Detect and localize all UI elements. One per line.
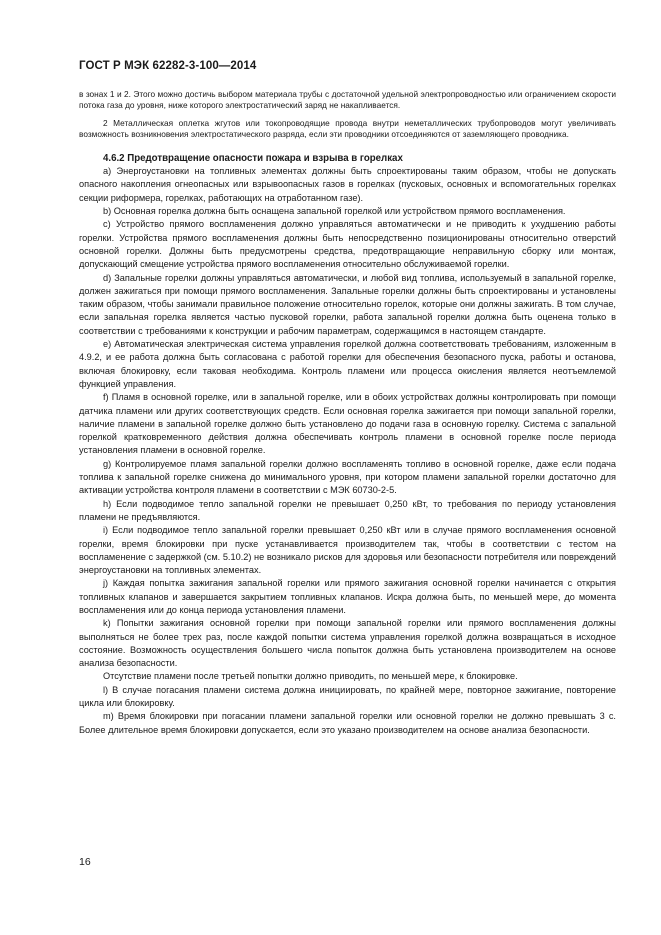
note-2: 2 Металлическая оплетка жгутов или токопроводящие провода внутри неметаллических трубопроводов могут увеличивать возможность возникновения электростатического разряда, если эти проводники отсоединяются от заземляющего проводника. [79,117,616,139]
page-body [79,89,616,737]
note-continuation: в зонах 1 и 2. Этого можно достичь выбором материала трубы с достаточной удельной электропроводностью или ограничением скорости потока газа до уровня, ниже которого электростатический заряд не накапливается. [79,89,616,111]
page-number: 16 [79,856,91,868]
paragraph-f: f) Пламя в основной горелке, или в запальной горелке, или в обоих устройствах должны контролировать при помощи датчика пламени или других соответствующих средств. Если основная горелка зажигается при помощи запальной горелки, наличие пламени в запальной горелке должно быть установлено до подачи газа в основную горелку. Система с запальной горелкой кратковременного действия должна обеспечивать контроль пламени в основной горелке после периода установления пламени в основной горелке. [79,392,616,456]
paragraph-l: l) В случае погасания пламени система должна инициировать, по крайней мере, повторное зажигание, повторение цикла или блокировку. [79,684,616,709]
paragraph-a: а) Энергоустановки на топливных элементах должны быть спроектированы таким образом, чтобы не допускать опасного накопления огнеопасных или взрывоопасных газов в горелках (пусковых, основных и вспомогательных горелках секции риформера, горелках, работающих на отработанном газе). [79,166,616,203]
paragraph-i: i) Если подводимое тепло запальной горелки превышает 0,250 кВт или в случае прямого воспламенения основной горелки, время блокировки при пуске устанавливается производителем так, чтобы в соответствии с тестом на воспламенение с задержкой (см. 5.10.2) не возникало рисков для здоровья или безопасности потребителя или повреждений энергоустановки на топливных элементах. [79,525,616,576]
paragraph-j: j) Каждая попытка зажигания запальной горелки или прямого зажигания основной горелки начинается с открытия топливных клапанов и завершается закрытием топливных клапанов. Искра должна быть, по меньшей мере, до момента воспламенения или до конца периода установления пламени. [79,578,616,615]
section-title: 4.6.2 Предотвращение опасности пожара и взрыва в горелках [103,153,403,165]
paragraph-k: k) Попытки зажигания основной горелки при помощи запальной горелки или прямого воспламенения должны выполняться не более трех раз, после каждой попытки система управления горелкой должна возвращаться в исходное состояние. Возможность осуществления большего числа попыток должна быть установлена производителем на основе анализа безопасности. [79,618,616,669]
paragraph-d: d) Запальные горелки должны управляться автоматически, и любой вид топлива, используемый в запальной горелке, должен зажигаться при помощи прямого воспламенения. Запальные горелки должны быть спроектированы и установлены таким образом, чтобы занимали правильное положение относительно горелок, которые они должны зажигать. В том случае, если запальная горелка является частью пусковой горелки, работа запальной горелки должна быть оценена только в соответствии с требованиями к конструкции и рабочим параметрам, содержащимся в настоящем стандарте. [79,272,616,336]
paragraph-c: c) Устройство прямого воспламенения должно управляться автоматически и не приводить к ухудшению работы горелки. Устройства прямого воспламенения должны быть непосредственно позиционированы относительно отверстий основной горелки. Должны быть предусмотрены средства, предотвращающие неправильную сборку или монтаж, допускающий смещение устройства прямого воспламенения относительно обслуживаемой горелки. [79,219,616,270]
paragraph-b: b) Основная горелка должна быть оснащена запальной горелкой или устройством прямого воспламенения. [103,206,566,217]
paragraph-m: m) Время блокировки при погасании пламени запальной горелки или основной горелки не должно превышать 3 с. Более длительное время блокировки допускается, если это указано производителем на основе анализа безопасности. [79,711,616,735]
paragraph-g: g) Контролируемое пламя запальной горелки должно воспламенять топливо в основной горелке, даже если подача топлива к запальной горелке снижена до минимального уровня, при котором пламени запальной горелки достаточно для активации устройства контроля пламени в соответствии с МЭК 60730-2-5. [79,458,616,496]
standard-header: ГОСТ Р МЭК 62282-3-100—2014 [79,60,257,72]
paragraph-e: е) Автоматическая электрическая система управления горелкой должна соответствовать требованиям, изложенным в 4.9.2, и ее работа должна быть согласована с работой горелки для обеспечения безопасного пуска, работы и останова, включая блокировку, если таковая необходима. Контроль пламени или процесса окисления является неотъемлемой функцией управления. [79,339,616,389]
paragraph-k-continuation: Отсутствие пламени после третьей попытки должно приводить, по меньшей мере, к блокировке. [103,671,518,682]
paragraph-h: h) Если подводимое тепло запальной горелки не превышает 0,250 кВт, то требования по периоду установления пламени не предъявляются. [79,498,616,522]
